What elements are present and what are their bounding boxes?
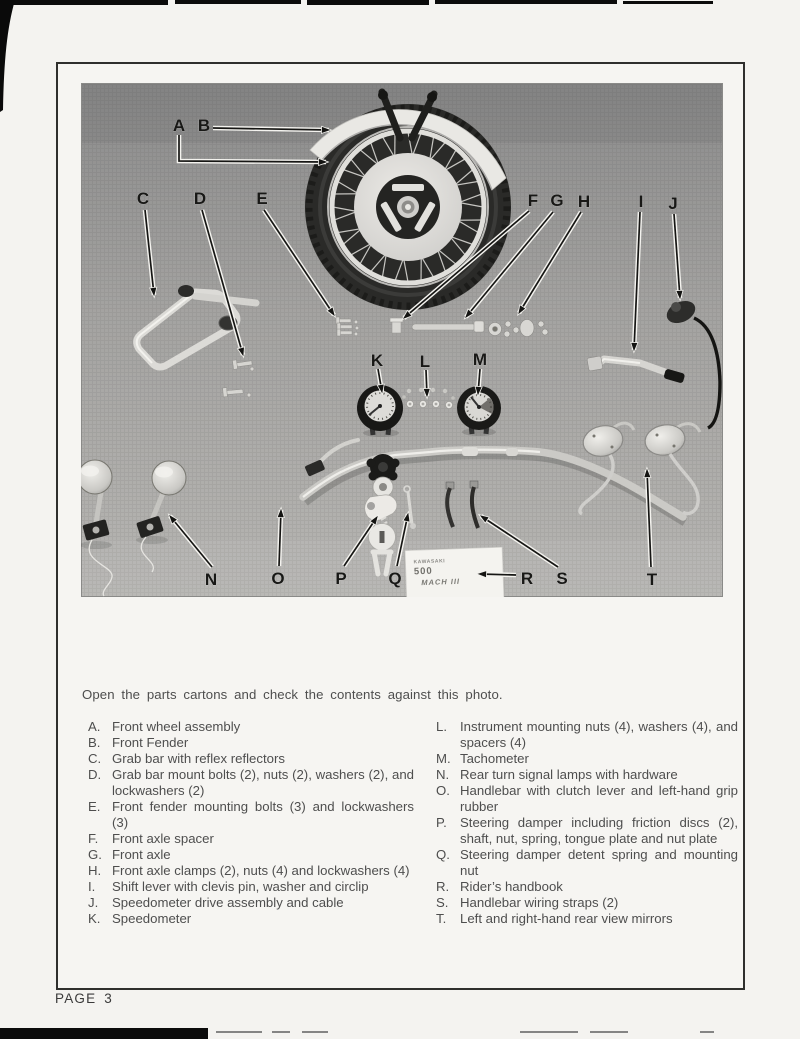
photo-label-M: M xyxy=(472,350,488,369)
photo-label-L: L xyxy=(419,352,431,371)
item-text: Front wheel assembly xyxy=(112,719,241,734)
item-text: Rider’s handbook xyxy=(460,879,563,894)
item-letter: G. xyxy=(88,847,102,862)
page-number: PAGE 3 xyxy=(55,991,113,1006)
scan-dash xyxy=(590,1031,628,1033)
item-text: Tachometer xyxy=(460,751,529,766)
scan-edge-top xyxy=(623,1,713,4)
scan-edge-top xyxy=(175,0,301,4)
item-text: Front axle xyxy=(112,847,171,862)
item-text: Speedometer xyxy=(112,911,192,926)
item-text: Rear turn signal lamps with hardware xyxy=(460,767,678,782)
parts-list-item-right-0 xyxy=(436,719,738,751)
scan-dash xyxy=(302,1031,328,1033)
item-letter: T. xyxy=(436,911,447,926)
parts-list-item-left-5 xyxy=(88,831,414,847)
photo-label-O: O xyxy=(271,569,285,588)
item-letter: I. xyxy=(88,879,96,894)
item-letter: P. xyxy=(436,815,447,830)
item-letter: N. xyxy=(436,767,450,782)
photo-label-F: F xyxy=(527,191,539,210)
scan-edge-left xyxy=(0,0,20,115)
photo-label-C: C xyxy=(136,189,150,208)
item-letter: J. xyxy=(88,895,99,910)
scan-dash xyxy=(272,1031,290,1033)
item-text: Grab bar with reflex reflectors xyxy=(112,751,285,766)
photo-label-A: A xyxy=(172,116,186,135)
item-letter: L. xyxy=(436,719,447,734)
item-text: Speedometer drive assembly and cable xyxy=(112,895,344,910)
parts-list-item-left-0 xyxy=(88,719,414,735)
item-letter: C. xyxy=(88,751,102,766)
photo-label-P: P xyxy=(335,569,347,588)
parts-list-left xyxy=(88,719,414,927)
scan-dash xyxy=(216,1031,262,1033)
item-letter: M. xyxy=(436,751,451,766)
intro-text: Open the parts cartons and check the contents against this photo. xyxy=(82,687,503,702)
item-text: Steering damper including friction discs (2), shaft, nut, spring, tongue plate and nut plate xyxy=(460,815,738,846)
item-letter: E. xyxy=(88,799,101,814)
handbook-model: 500 xyxy=(413,565,433,578)
parts-list-item-left-6 xyxy=(88,847,414,863)
item-letter: D. xyxy=(88,767,102,782)
parts-list-item-left-8 xyxy=(88,879,414,895)
item-letter: A. xyxy=(88,719,101,734)
parts-list-item-left-10 xyxy=(88,911,414,927)
item-letter: K. xyxy=(88,911,101,926)
item-text: Instrument mounting nuts (4), washers (4), and spacers (4) xyxy=(460,719,738,750)
photo-label-T: T xyxy=(646,570,658,589)
item-text: Left and right-hand rear view mirrors xyxy=(460,911,673,926)
item-letter: Q. xyxy=(436,847,450,862)
axle-spacer xyxy=(390,318,403,333)
parts-list-item-left-1 xyxy=(88,735,414,751)
photo-label-B: B xyxy=(197,116,211,135)
parts-list-item-right-4 xyxy=(436,815,738,847)
item-text: Shift lever with clevis pin, washer and circlip xyxy=(112,879,369,894)
item-text: Handlebar wiring straps (2) xyxy=(460,895,619,910)
item-text: Front axle clamps (2), nuts (4) and lockwashers (4) xyxy=(112,863,410,878)
parts-list-item-right-1 xyxy=(436,751,738,767)
photo-label-N: N xyxy=(204,570,218,589)
item-text: Front fender mounting bolts (3) and lockwashers (3) xyxy=(112,799,414,830)
parts-list-item-left-3 xyxy=(88,767,414,799)
photo-label-J: J xyxy=(668,194,678,213)
photo-label-Q: Q xyxy=(388,569,402,588)
photo-label-D: D xyxy=(193,189,207,208)
item-letter: S. xyxy=(436,895,449,910)
handbook-name: MACH III xyxy=(421,576,461,588)
parts-list-item-right-2 xyxy=(436,767,738,783)
photo-label-R: R xyxy=(520,569,534,588)
parts-list-item-right-5 xyxy=(436,847,738,879)
photo-label-H: H xyxy=(577,192,591,211)
parts-list-item-right-3 xyxy=(436,783,738,815)
photo-label-G: G xyxy=(550,191,564,210)
item-letter: O. xyxy=(436,783,450,798)
item-letter: H. xyxy=(88,863,102,878)
item-text: Grab bar mount bolts (2), nuts (2), washers (2), and lockwashers (2) xyxy=(112,767,414,798)
scan-dash xyxy=(700,1031,714,1033)
photo-label-E: E xyxy=(256,189,268,208)
item-text: Handlebar with clutch lever and left-hand grip rubber xyxy=(460,783,738,814)
scan-edge-top xyxy=(0,0,168,5)
parts-list-right xyxy=(436,719,738,927)
photo-label-K: K xyxy=(370,351,384,370)
parts-list-item-left-4 xyxy=(88,799,414,831)
photo-label-S: S xyxy=(556,569,568,588)
scan-edge-top xyxy=(435,0,617,4)
parts-list-item-right-8 xyxy=(436,911,738,927)
scan-edge-bottom xyxy=(0,1028,208,1039)
item-text: Front axle spacer xyxy=(112,831,214,846)
parts-list-item-left-7 xyxy=(88,863,414,879)
parts-list-item-left-2 xyxy=(88,751,414,767)
scan-edge-top xyxy=(307,0,429,5)
item-text: Steering damper detent spring and mounting nut xyxy=(460,847,738,878)
parts-list-item-left-9 xyxy=(88,895,414,911)
handbook-brand: KAWASAKI xyxy=(413,558,446,566)
parts-list-item-right-7 xyxy=(436,895,738,911)
item-letter: F. xyxy=(88,831,99,846)
item-letter: R. xyxy=(436,879,450,894)
parts-list-item-right-6 xyxy=(436,879,738,895)
scan-dash xyxy=(520,1031,578,1033)
photo-label-I: I xyxy=(638,192,644,211)
parts-photo xyxy=(81,83,723,597)
item-text: Front Fender xyxy=(112,735,189,750)
item-letter: B. xyxy=(88,735,101,750)
